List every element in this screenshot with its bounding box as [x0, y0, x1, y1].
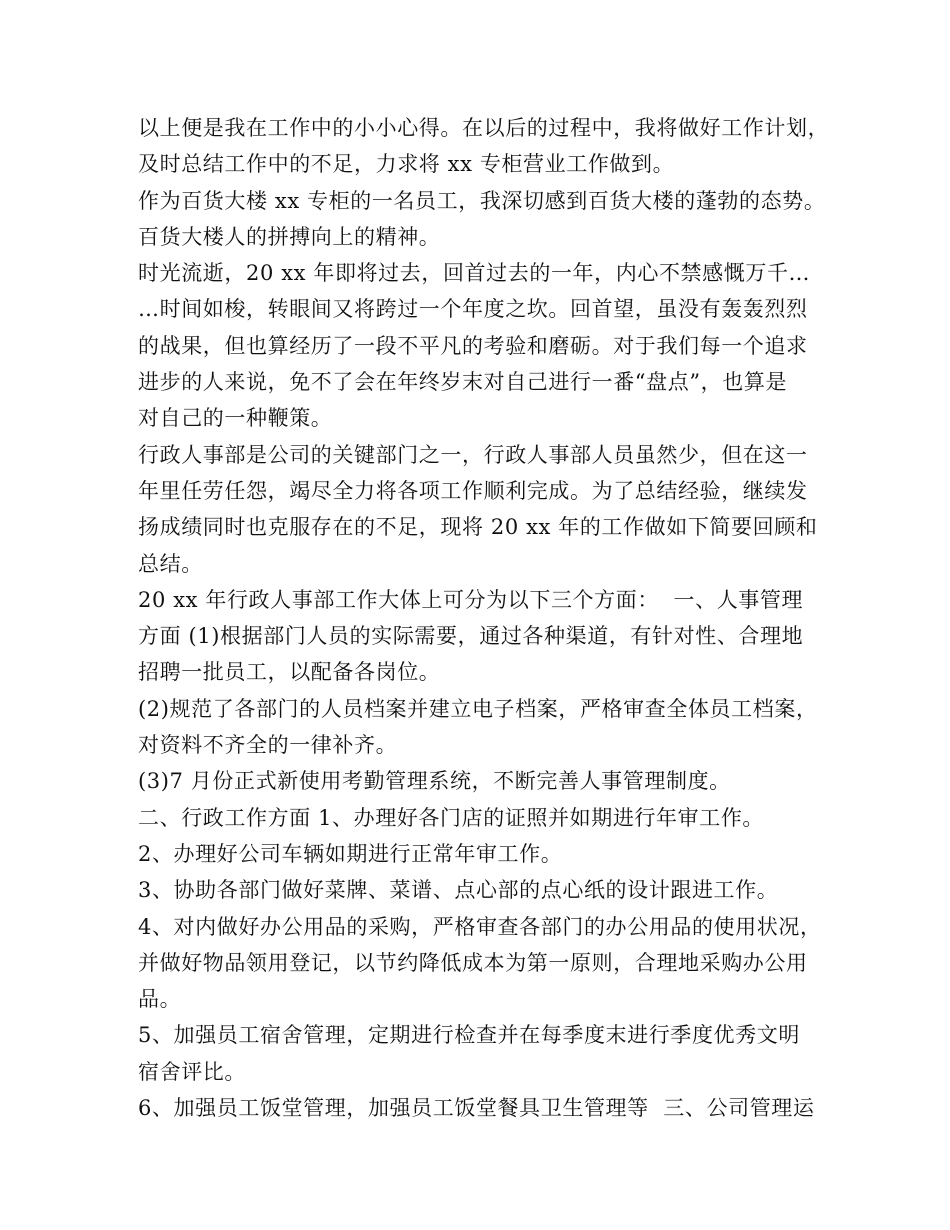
document-body	[138, 110, 828, 1126]
text-line: (2)规范了各部门的人员档案并建立电子档案，严格审查全体员工档案，	[138, 696, 818, 721]
text-line: 行政人事部是公司的关键部门之一，行政人事部人员虽然少，但在这一	[138, 442, 808, 467]
text-line: 20 xx 年行政人事部工作大体上可分为以下三个方面： 一、人事管理	[138, 587, 804, 612]
text-line: 时光流逝，20 xx 年即将过去，回首过去的一年，内心不禁感慨万千…	[138, 261, 811, 286]
text-line: 百货大楼人的拼搏向上的精神。	[138, 224, 441, 249]
text-line: 5、加强员工宿舍管理，定期进行检查并在每季度末进行季度优秀文明	[138, 1023, 800, 1048]
text-line: 的战果，但也算经历了一段不平凡的考验和磨砺。对于我们每一个追求	[138, 333, 808, 358]
text-line: 及时总结工作中的不足，力求将 xx 专柜营业工作做到。	[138, 152, 675, 177]
text-line: 扬成绩同时也克服存在的不足，现将 20 xx 年的工作做如下简要回顾和	[138, 515, 818, 540]
text-line: 宿舍评比。	[138, 1059, 246, 1084]
text-line: 方面 (1)根据部门人员的实际需要，通过各种渠道，有针对性、合理地	[138, 624, 804, 649]
text-line: 对资料不齐全的一律补齐。	[138, 733, 398, 758]
text-line: 并做好物品领用登记，以节约降低成本为第一原则，合理地采购办公用	[138, 950, 808, 975]
text-line: 年里任劳任怨，竭尽全力将各项工作顺利完成。为了总结经验，继续发	[138, 478, 808, 503]
text-line: 3、协助各部门做好菜牌、菜谱、点心部的点心纸的设计跟进工作。	[138, 878, 779, 903]
text-line: 对自己的一种鞭策。	[138, 406, 333, 431]
text-line: 总结。	[138, 551, 203, 576]
text-line: 作为百货大楼 xx 专柜的一名员工，我深切感到百货大楼的蓬勃的态势。	[138, 188, 826, 213]
text-line: 4、对内做好办公用品的采购，严格审查各部门的办公用品的使用状况，	[138, 914, 822, 939]
text-line: (3)7 月份正式新使用考勤管理系统，不断完善人事管理制度。	[138, 769, 731, 794]
text-line: 以上便是我在工作中的小小心得。在以后的过程中，我将做好工作计划，	[138, 116, 830, 140]
text-line: 6、加强员工饭堂管理，加强员工饭堂餐具卫生管理等 三、公司管理运	[138, 1096, 815, 1121]
text-line: 进步的人来说，免不了会在年终岁末对自己进行一番“盘点”，也算是	[138, 370, 788, 395]
text-line: 招聘一批员工，以配备各岗位。	[138, 660, 441, 685]
text-line: 品。	[138, 987, 182, 1012]
text-line: 2、办理好公司车辆如期进行正常年审工作。	[138, 841, 563, 866]
text-line: …时间如梭，转眼间又将跨过一个年度之坎。回首望，虽没有轰轰烈烈	[138, 297, 808, 322]
text-line: 二、行政工作方面 1、办理好各门店的证照并如期进行年审工作。	[138, 805, 765, 830]
